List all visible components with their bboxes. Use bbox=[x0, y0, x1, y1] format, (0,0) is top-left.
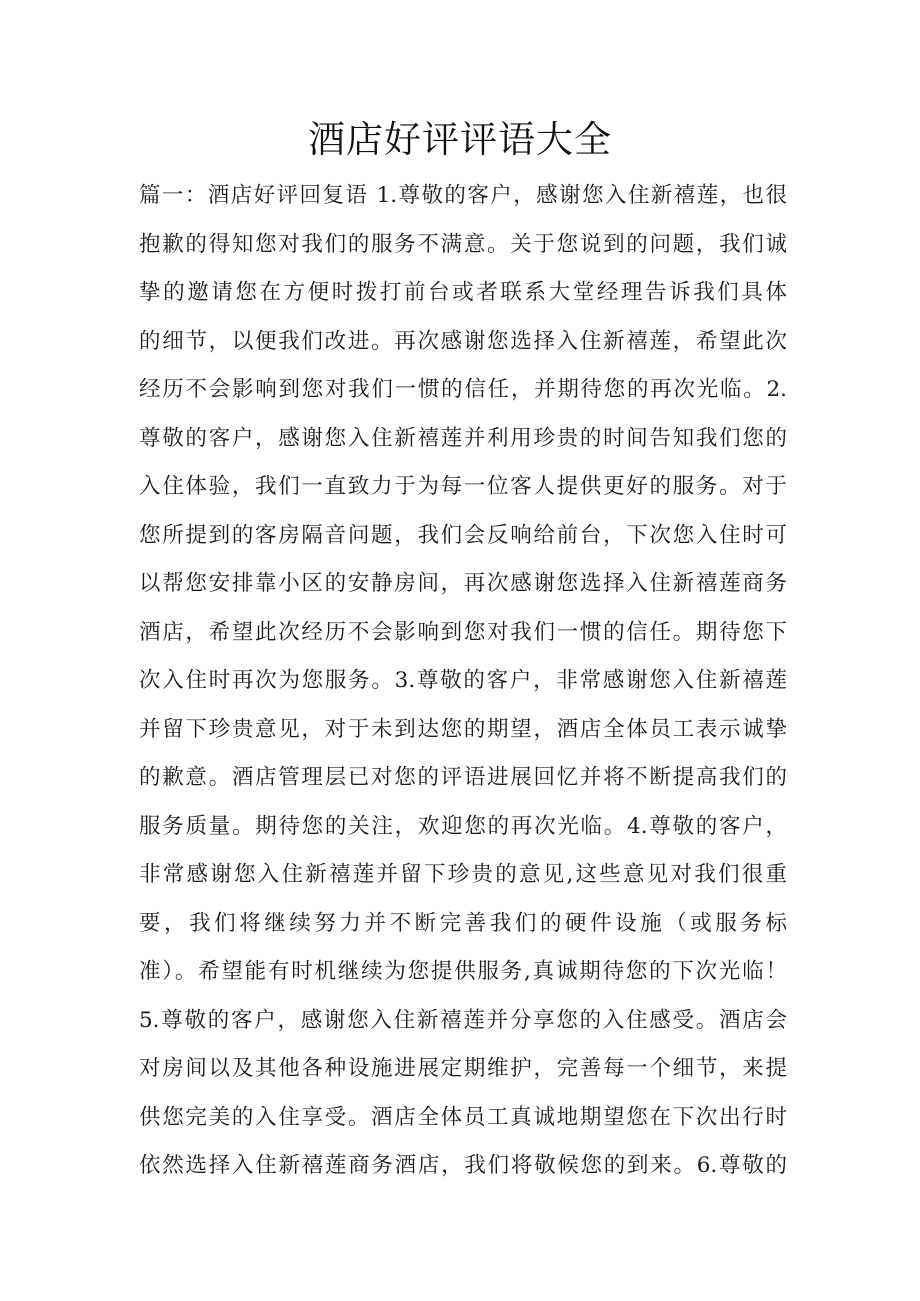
body-line: 准）。希望能有时机继续为您提供服务,真诚期待您的下次光临！ bbox=[139, 959, 787, 984]
body-line: 篇一：酒店好评回复语 1.尊敬的客户，感谢您入住新禧莲，也很 bbox=[139, 183, 787, 208]
body-line: 以帮您安排靠小区的安静房间，再次感谢您选择入住新禧莲商务 bbox=[139, 571, 787, 596]
body-line: 依然选择入住新禧莲商务酒店，我们将敬候您的到来。6.尊敬的 bbox=[139, 1153, 787, 1178]
body-line: 对房间以及其他各种设施进展定期维护，完善每一个细节，来提 bbox=[139, 1056, 787, 1081]
document-body bbox=[139, 172, 787, 1191]
body-line: 尊敬的客户，感谢您入住新禧莲并利用珍贵的时间告知我们您的 bbox=[139, 425, 787, 451]
body-line: 入住体验，我们一直致力于为每一位客人提供更好的服务。对于 bbox=[139, 474, 787, 499]
body-line: 并留下珍贵意见，对于未到达您的期望，酒店全体员工表示诚挚 bbox=[139, 716, 787, 742]
body-line: 的细节，以便我们改进。再次感谢您选择入住新禧莲，希望此次 bbox=[139, 328, 787, 354]
body-line: 要，我们将继续努力并不断完善我们的硬件设施（或服务标 bbox=[139, 910, 787, 936]
body-line: 挚的邀请您在方便时拨打前台或者联系大堂经理告诉我们具体 bbox=[139, 280, 787, 305]
body-line: 您所提到的客房隔音问题，我们会反响给前台，下次您入住时可 bbox=[139, 522, 787, 548]
body-line: 非常感谢您入住新禧莲并留下珍贵的意见,这些意见对我们很重 bbox=[139, 862, 787, 887]
body-line: 服务质量。期待您的关注，欢迎您的再次光临。4.尊敬的客户， bbox=[139, 813, 787, 839]
body-line: 经历不会影响到您对我们一惯的信任，并期待您的再次光临。2. bbox=[139, 377, 787, 402]
document-title: 酒店好评评语大全 bbox=[308, 118, 612, 161]
body-line: 供您完美的入住享受。酒店全体员工真诚地期望您在下次出行时 bbox=[139, 1104, 787, 1130]
body-line: 5.尊敬的客户，感谢您入住新禧莲并分享您的入住感受。酒店会 bbox=[139, 1007, 787, 1033]
body-line: 的歉意。酒店管理层已对您的评语进展回忆并将不断提高我们的 bbox=[139, 765, 787, 790]
body-line: 次入住时再次为您服务。3.尊敬的客户，非常感谢您入住新禧莲 bbox=[139, 668, 787, 693]
body-line: 抱歉的得知您对我们的服务不满意。关于您说到的问题，我们诚 bbox=[139, 231, 787, 257]
body-line: 酒店，希望此次经历不会影响到您对我们一惯的信任。期待您下 bbox=[139, 619, 787, 645]
